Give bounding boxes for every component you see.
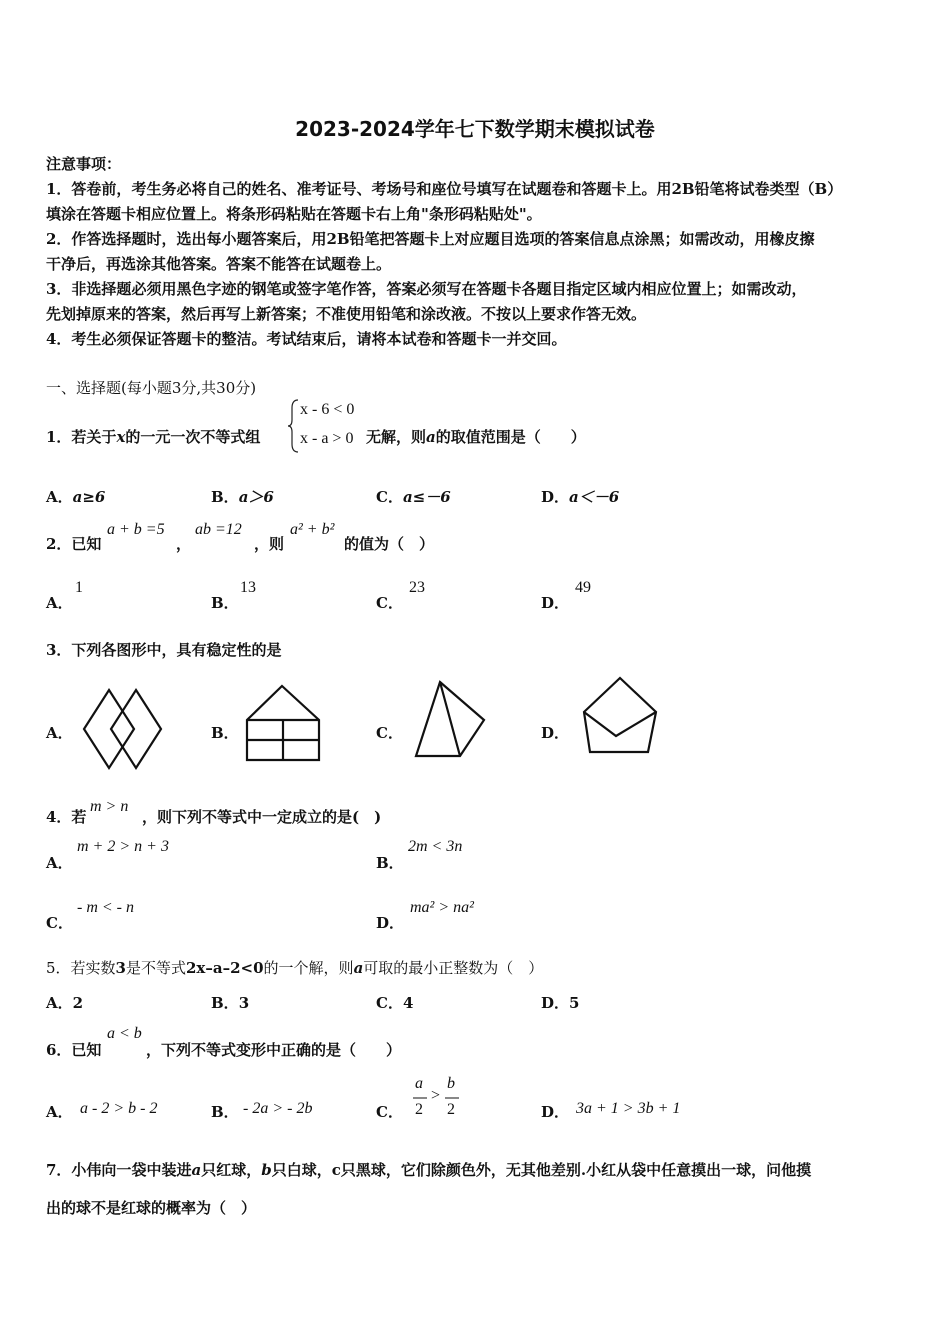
q6-option-c-num2: b [447,1075,455,1092]
fraction-bar [413,1097,427,1099]
q2-option-b-label[interactable]: B． [211,594,239,612]
section-heading: 一、选择题(每小题3分,共30分) [46,379,257,397]
q2-option-a-value: 1 [75,579,83,596]
notice-line: 3．非选择题必须用黑色字迹的钢笔或签字笔作答，答案必须写在答题卡各题目指定区域内相应位置上；如需改动， [46,280,807,298]
q1-system-eq2: x - a > 0 [300,430,354,447]
q4-option-b-expr: 2m < 3n [408,838,463,855]
q3-option-c-label[interactable]: C． [376,724,403,742]
q6-option-a-label[interactable]: A． [46,1103,73,1121]
notice-heading: 注意事项： [46,155,122,173]
q1-option-b[interactable]: B．a＞6 [211,488,274,506]
fraction-bar [445,1097,459,1099]
q7-text-line1: 7．小伟向一袋中装进a只红球，b只白球，c只黑球，它们除颜色外，无其他差别.小红从袋中任意摸出一球，问他摸 [46,1161,812,1179]
notice-line: 2．作答选择题时，选出每小题答案后，用2B铅笔把答题卡上对应题目选项的答案信息点涂黑；如需改动，用橡皮擦 [46,230,815,248]
house-figure [245,684,323,764]
q6-option-c-num1: a [415,1075,423,1092]
notice-line: 4．考生必须保证答题卡的整洁。考试结束后，请将本试卷和答题卡一并交回。 [46,330,567,348]
pentagon-envelope-figure [582,676,660,756]
q3-option-d-label[interactable]: D． [541,724,570,742]
q2-text: 2．已知 [46,535,102,553]
q6-option-c-den2: 2 [447,1101,455,1118]
q6-option-b-label[interactable]: B． [211,1103,239,1121]
q1-text-end: 无解，则a的取值范围是（ ） [366,428,586,446]
q6-condition: a < b [107,1025,142,1042]
notice-line: 干净后，再选涂其他答案。答案不能答在试题卷上。 [46,255,392,273]
q4-option-c-label[interactable]: C． [46,914,73,932]
q2-option-b-value: 13 [240,579,256,596]
q4-text: 4．若 [46,808,87,826]
q5-option-d[interactable]: D．5 [541,994,580,1012]
q6-option-b-expr: - 2a > - 2b [243,1100,313,1117]
q3-text: 3．下列各图形中，具有稳定性的是 [46,641,282,659]
q5-option-b[interactable]: B．3 [211,994,250,1012]
q6-option-c-label[interactable]: C． [376,1103,403,1121]
q6-option-d-expr: 3a + 1 > 3b + 1 [576,1100,681,1117]
q3-option-b-label[interactable]: B． [211,724,239,742]
q4-text-end: ，则下列不等式中一定成立的是( ) [142,808,382,826]
q6-text-end: ，下列不等式变形中正确的是（ ） [146,1041,402,1059]
q6-option-d-label[interactable]: D． [541,1103,570,1121]
q1-option-c[interactable]: C．a≤－6 [376,488,451,506]
two-diamonds-figure [84,688,164,772]
q5-text: 5．若实数3是不等式2x–a–2<0的一个解，则a可取的最小正整数为（ ） [46,959,544,977]
brace-icon [288,398,300,454]
q1-text: 1．若关于x的一元一次不等式组 [46,428,261,446]
q2-option-c-label[interactable]: C． [376,594,403,612]
q4-condition: m > n [90,798,129,815]
notice-line: 填涂在答题卡相应位置上。将条形码粘贴在答题卡右上角"条形码粘贴处"。 [46,205,542,223]
q1-system-eq1: x - 6 < 0 [300,401,355,418]
q4-option-b-label[interactable]: B． [376,854,404,872]
q2-text-end: 的值为（ ） [344,535,435,553]
q2-option-c-value: 23 [409,579,425,596]
q3-option-a-label[interactable]: A． [46,724,73,742]
q4-option-c-expr: - m < - n [77,899,135,916]
q4-option-d-expr: ma² > na² [410,899,474,916]
notice-line: 1．答卷前，考生务必将自己的姓名、准考证号、考场号和座位号填写在试题卷和答题卡上。用2B铅笔将试卷类型（B） [46,180,843,198]
q4-option-a-label[interactable]: A． [46,854,73,872]
q6-option-c-rel: > [431,1087,441,1104]
q2-condition-1: a + b =5 [107,521,165,538]
q6-text: 6．已知 [46,1041,102,1059]
q2-option-a-label[interactable]: A． [46,594,73,612]
q2-option-d-label[interactable]: D． [541,594,570,612]
tetrahedron-figure [414,680,488,760]
q1-option-a[interactable]: A．a≥6 [46,488,106,506]
q1-option-d[interactable]: D．a＜－6 [541,488,620,506]
q2-condition-2: ab =12 [195,521,242,538]
q4-option-d-label[interactable]: D． [376,914,405,932]
q5-option-a[interactable]: A．2 [46,994,84,1012]
q5-option-c[interactable]: C．4 [376,994,414,1012]
q7-text-line2: 出的球不是红球的概率为（ ） [46,1199,257,1217]
q4-option-a-expr: m + 2 > n + 3 [77,838,169,855]
q2-then: ，则 [254,535,285,553]
q2-expression: a² + b² [290,521,335,538]
q2-comma: ， [176,535,192,553]
q6-option-c-den1: 2 [415,1101,423,1118]
page-title: 2023-2024学年七下数学期末模拟试卷 [295,117,655,141]
q2-option-d-value: 49 [575,579,591,596]
notice-line: 先划掉原来的答案，然后再写上新答案；不准使用铅笔和涂改液。不按以上要求作答无效。 [46,305,647,323]
q6-option-a-expr: a - 2 > b - 2 [80,1100,158,1117]
